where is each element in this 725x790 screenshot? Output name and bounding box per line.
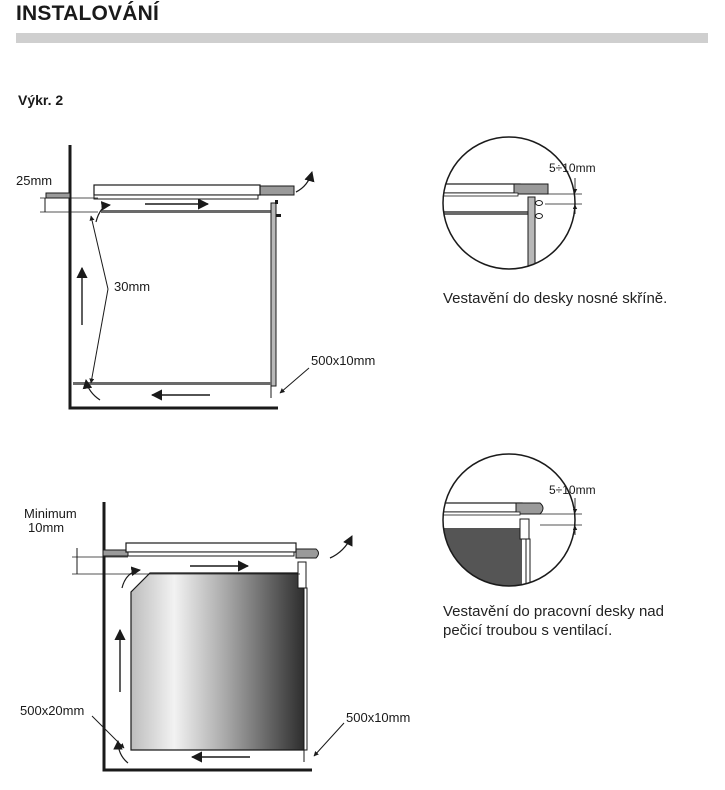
support-strip: [101, 210, 271, 213]
dim-vent-right: 500x10mm: [346, 710, 411, 725]
dim-vent-top: 500x10mm: [311, 353, 376, 368]
hob-base: [94, 195, 258, 199]
figure-label: Výkr. 2: [18, 92, 64, 108]
dim-30mm: 30mm: [114, 279, 151, 294]
hob-top: [94, 185, 260, 195]
dim-25mm: 25mm: [16, 173, 53, 188]
dim-vent-left: 500x20mm: [20, 703, 85, 718]
detail-bottom-caption-line1: Vestavění do pracovní desky nad: [443, 603, 664, 620]
dim-minimum-label: Minimum: [24, 506, 77, 521]
worktop-right: [260, 186, 294, 195]
bottom-shelf: [73, 382, 271, 385]
detail-circle-top: [440, 137, 596, 277]
detail-top-dim: 5÷10mm: [549, 161, 596, 175]
page-title: INSTALOVÁNÍ: [16, 2, 159, 25]
detail-top-caption: Vestavění do desky nosné skříně.: [443, 290, 668, 307]
oven-body: [131, 573, 304, 750]
bottom-cabinet-diagram: [20, 502, 410, 770]
detail-bottom-caption-line2: pečicí troubou s ventilací.: [443, 622, 613, 639]
dim-minimum-value: 10mm: [28, 520, 65, 535]
cabinet-door: [271, 203, 276, 386]
top-cabinet-diagram: [16, 145, 375, 408]
detail-bottom-dim: 5÷10mm: [549, 483, 596, 497]
detail-circle-bottom: [440, 454, 596, 600]
worktop-left: [46, 193, 70, 198]
detail-bottom-caption: [443, 602, 664, 640]
